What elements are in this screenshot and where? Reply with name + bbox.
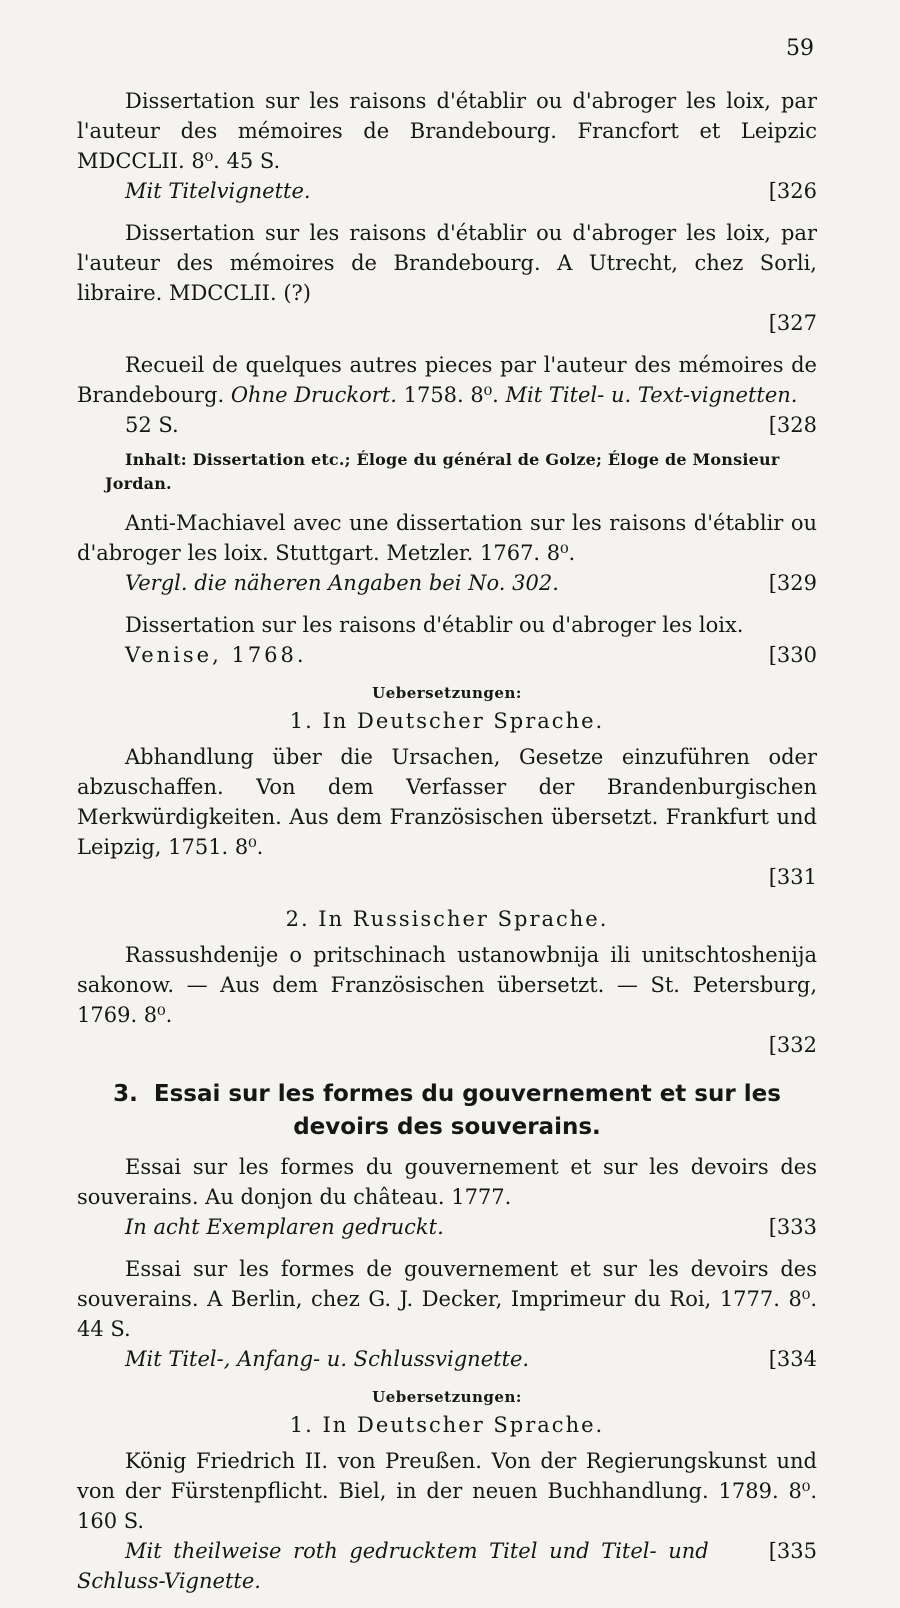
entry-334 — [77, 1254, 817, 1374]
entry-326 — [77, 86, 817, 206]
section-title: Essai sur les formes du gouvernement et sur les devoirs des souverains. — [153, 1081, 781, 1140]
entry-331 — [77, 742, 817, 892]
entry-text: Abhandlung über die Ursachen, Gesetze einzuführen oder abzuschaffen. Von dem Verfasser der Brandenburgischen Merkwürdigkeiten. Aus dem Französischen übersetzt. Frankfurt und Leipzig, 1751. 8⁰. — [77, 745, 817, 859]
entry-number: [332 — [768, 1033, 817, 1057]
language-heading-russian: 2. In Russischer Sprache. — [285, 907, 609, 931]
page-number: 59 — [786, 36, 814, 61]
translations-heading: Uebersetzungen: — [372, 1388, 522, 1406]
entry-number: [326 — [768, 179, 817, 203]
entry-text: Dissertation sur les raisons d'établir ou d'abroger les loix, par l'auteur des mémoires de Brandebourg. Francfort et Leipzic MDCCLII. 8⁰. 45 S. — [77, 89, 817, 173]
entry-329 — [77, 508, 817, 598]
note-line-1: Inhalt: Dissertation etc.; Éloge du général de Golze; Éloge de Monsieur — [125, 450, 780, 469]
entry-text: Recueil de quelques autres pieces par l'auteur des mémoires de Brandebourg. — [77, 353, 817, 407]
entry-text: Essai sur les formes du gouvernement et sur les devoirs des souverains. Au donjon du château. 1777. — [77, 1155, 817, 1209]
entry-335 — [77, 1446, 817, 1596]
entry-number: [330 — [768, 643, 817, 667]
language-heading-german: 1. In Deutscher Sprache. — [289, 1413, 605, 1437]
entry-italic: In acht Exemplaren gedruckt. — [125, 1215, 444, 1239]
entry-number: [329 — [768, 571, 817, 595]
entry-333 — [77, 1152, 817, 1242]
entry-text-3: 52 S. — [125, 413, 179, 437]
entry-text: Essai sur les formes de gouvernement et sur les devoirs des souverains. A Berlin, chez G. J. Decker, Imprimeur du Roi, 1777. 8⁰. 44 S. — [77, 1257, 817, 1341]
entry-text: Dissertation sur les raisons d'établir ou d'abroger les loix. — [125, 613, 744, 637]
entry-spaced-text: Venise, 1768. — [125, 643, 307, 667]
entry-330 — [77, 610, 817, 670]
entry-italic: Mit Titel-, Anfang- u. Schlussvignette. — [125, 1347, 530, 1371]
entry-number: [327 — [768, 311, 817, 335]
entry-number: [335 — [768, 1539, 817, 1563]
note-line-2: Jordan. — [105, 474, 172, 493]
note-328 — [77, 448, 817, 496]
entry-text-2: 1758. 8⁰. — [403, 383, 499, 407]
entry-italic: Ohne Druckort. — [230, 383, 397, 407]
entry-number: [333 — [768, 1215, 817, 1239]
entry-italic: Vergl. die näheren Angaben bei No. 302. — [125, 571, 559, 595]
entry-332 — [77, 940, 817, 1060]
entry-italic: Mit theilweise roth gedrucktem Titel und Titel- und Schluss-Vignette. — [77, 1539, 709, 1593]
language-heading-german: 1. In Deutscher Sprache. — [289, 709, 605, 733]
translations-heading: Uebersetzungen: — [372, 684, 522, 702]
page-content — [77, 86, 817, 1608]
entry-328 — [77, 350, 817, 440]
section-number: 3. — [113, 1081, 138, 1107]
entry-327 — [77, 218, 817, 338]
entry-text: Dissertation sur les raisons d'établir ou d'abroger les loix, par l'auteur des mémoires de Brandebourg. A Utrecht, chez Sorli, libraire. MDCCLII. (?) — [77, 221, 817, 305]
entry-text: König Friedrich II. von Preußen. Von der Regierungskunst und von der Fürstenpflicht. Biel, in der neuen Buchhandlung. 1789. 8⁰. 160 S. — [77, 1449, 817, 1533]
entry-italic: Mit Titelvignette. — [125, 179, 311, 203]
entry-text: Anti-Machiavel avec une dissertation sur les raisons d'établir ou d'abroger les loix. Stuttgart. Metzler. 1767. 8⁰. — [77, 511, 817, 565]
entry-italic-2: Mit Titel- u. Text-vignetten. — [505, 383, 798, 407]
entry-number: [331 — [768, 865, 817, 889]
entry-number: [328 — [768, 413, 817, 437]
entry-number: [334 — [768, 1347, 817, 1371]
entry-text: Rassushdenije o pritschinach ustanowbnija ili unitschtoshenija sakonow. — Aus dem Französischen übersetzt. — St. Petersburg, 1769. 8⁰. — [77, 943, 817, 1027]
section-heading — [77, 1078, 817, 1144]
